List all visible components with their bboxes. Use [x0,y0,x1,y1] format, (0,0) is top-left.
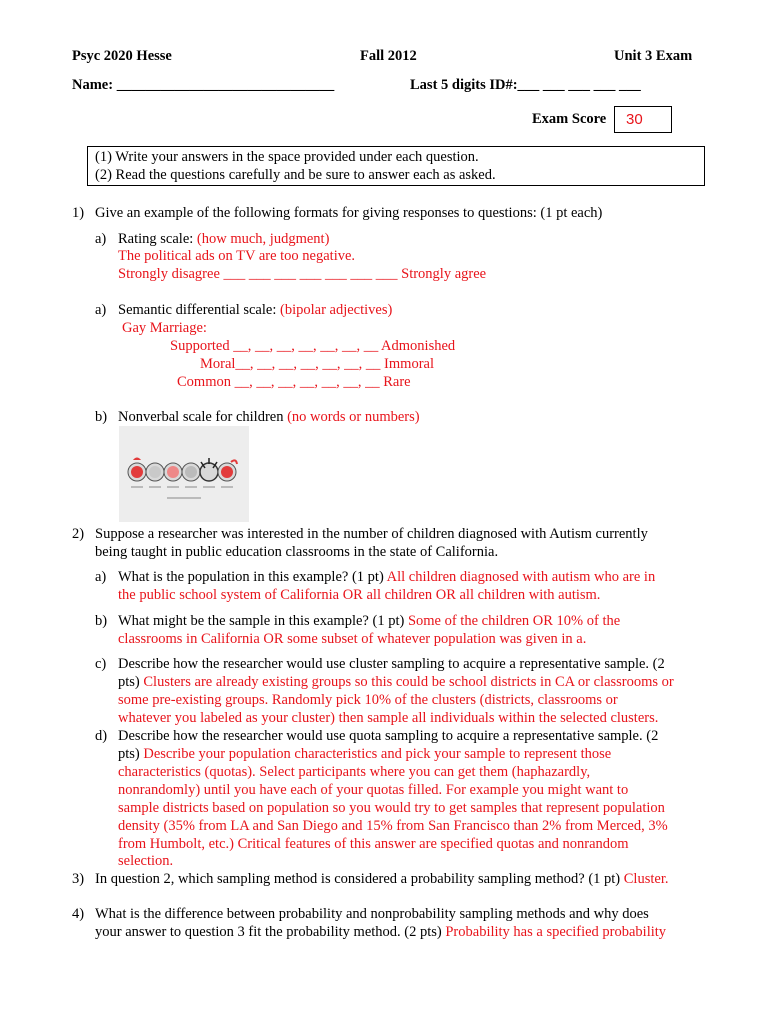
q4-answer: Probability has a specified probability [445,924,667,940]
q2d-answer-2: characteristics (quotas). Select participants where you can get them (haphazardly, [118,764,591,780]
q2d-answer-4: sample districts based on population so you would try to get samples that represent population [118,800,665,816]
q4-number: 4) [72,906,85,922]
q2b-answer-2: classrooms in California OR some subset of whatever population was given in a. [118,631,587,647]
q1a2-row-3: Common __, __, __, __, __, __, __ Rare [177,374,411,390]
q3-answer: Cluster. [623,871,669,887]
q1a-hint: (how much, judgment) [196,231,330,247]
q2c-question: Describe how the researcher would use cluster sampling to acquire a representative sample. (2 [118,656,665,672]
q1b-hint: (no words or numbers) [287,409,420,425]
q3-number: 3) [72,871,85,887]
q3-question: In question 2, which sampling method is considered a probability sampling method? (1 pt) Cluster. [95,871,669,887]
q2-number: 2) [72,526,85,542]
q2d-answer-1: Describe your population characteristics and pick your sample to represent those [143,746,612,762]
q2c-answer-1: Clusters are already existing groups so this could be school districts in CA or classrooms or [143,674,674,690]
face-icon-6 [218,460,237,481]
q2a-question: What is the population in this example? (1 pt) All children diagnosed with autism who are in [118,569,656,585]
q1a2-label: a) [95,302,107,318]
instruction-1: (1) Write your answers in the space provided under each question. [95,149,479,165]
q2c-answer-line-1: pts) Clusters are already existing groups so this could be school districts in CA or classrooms or [118,674,674,690]
exam-score-box [614,106,672,133]
face-icon-5 [200,458,218,481]
q2b-label: b) [95,613,108,629]
face-icon-3 [164,463,182,481]
faces-scale-image [119,426,249,522]
q2c-answer-3: whatever you labeled as your cluster) then sample all individuals within the selected clusters. [118,710,659,726]
q2b-answer-1: Some of the children OR 10% of the [407,613,621,629]
q1-text: Give an example of the following formats for giving responses to questions: (1 pt each) [95,205,603,221]
face-icon-1 [128,458,146,482]
id-field-label: Last 5 digits ID#:___ ___ ___ ___ ___ [410,77,641,93]
q1a2-row-1: Supported __, __, __, __, __, __, __ Admonished [170,338,456,354]
exam-score-value: 30 [626,111,643,128]
q2d-answer-5: density (35% from LA and San Diego and 15% from San Francisco than 2% from Merced, 3% [118,818,668,834]
q1a-question: Rating scale: (how much, judgment) [118,231,330,247]
course-title: Psyc 2020 Hesse [72,48,172,64]
q2b-question: What might be the sample in this example? (1 pt) Some of the children OR 10% of the [118,613,621,629]
q2a-answer-1: All children diagnosed with autism who are in [386,569,656,585]
face-icon-4 [182,463,200,481]
q1b-question: Nonverbal scale for children (no words or numbers) [118,409,420,425]
q2a-answer-2: the public school system of California OR all children OR all children with autism. [118,587,601,603]
q2d-answer-line-1: pts) Describe your population characteristics and pick your sample to represent those [118,746,612,762]
q2a-label: a) [95,569,107,585]
q1a-label: a) [95,231,107,247]
q2-text-1: Suppose a researcher was interested in the number of children diagnosed with Autism currently [95,526,648,542]
q2d-answer-7: selection. [118,853,174,869]
q2d-answer-3: nonrandomly) until you have each of your quotas filled. For example you might want to [118,782,629,798]
face-icon-2 [146,463,164,481]
q2d-answer-6: from Humbolt, etc.) Critical features of this answer are specified quotas and nonrandom [118,836,629,852]
q1b-label: b) [95,409,108,425]
instruction-2: (2) Read the questions carefully and be sure to answer each as asked. [95,167,496,183]
q2c-answer-2: some pre-existing groups. Randomly pick 10% of the clusters (districts, classrooms or [118,692,618,708]
q1-number: 1) [72,205,85,221]
q1a2-hint: (bipolar adjectives) [280,302,393,318]
name-field-label: Name: ______________________________ [72,77,335,93]
faces-scale-drawing [119,426,249,522]
q1a-answer-1: The political ads on TV are too negative. [118,248,356,264]
q1a-answer-2: Strongly disagree ___ ___ ___ ___ ___ ___ ___ Strongly agree [118,266,487,282]
q2d-question: Describe how the researcher would use quota sampling to acquire a representative sample. (2 [118,728,659,744]
q1a2-question: Semantic differential scale: (bipolar adjectives) [118,302,393,318]
q1a2-row-2: Moral__, __, __, __, __, __, __ Immoral [200,356,434,372]
q1a2-topic: Gay Marriage: [122,320,207,336]
q4-question-line-2: your answer to question 3 fit the probability method. (2 pts) Probability has a specified probability [95,924,667,940]
exam-score-label: Exam Score [532,111,607,127]
faces-caption-bars [131,486,233,499]
exam-title: Unit 3 Exam [614,48,693,64]
q2c-label: c) [95,656,107,672]
q2d-label: d) [95,728,108,744]
q2-text-2: being taught in public education classrooms in the state of California. [95,544,499,560]
term: Fall 2012 [360,48,417,64]
q4-text-1: What is the difference between probability and nonprobability sampling methods and why does [95,906,649,922]
